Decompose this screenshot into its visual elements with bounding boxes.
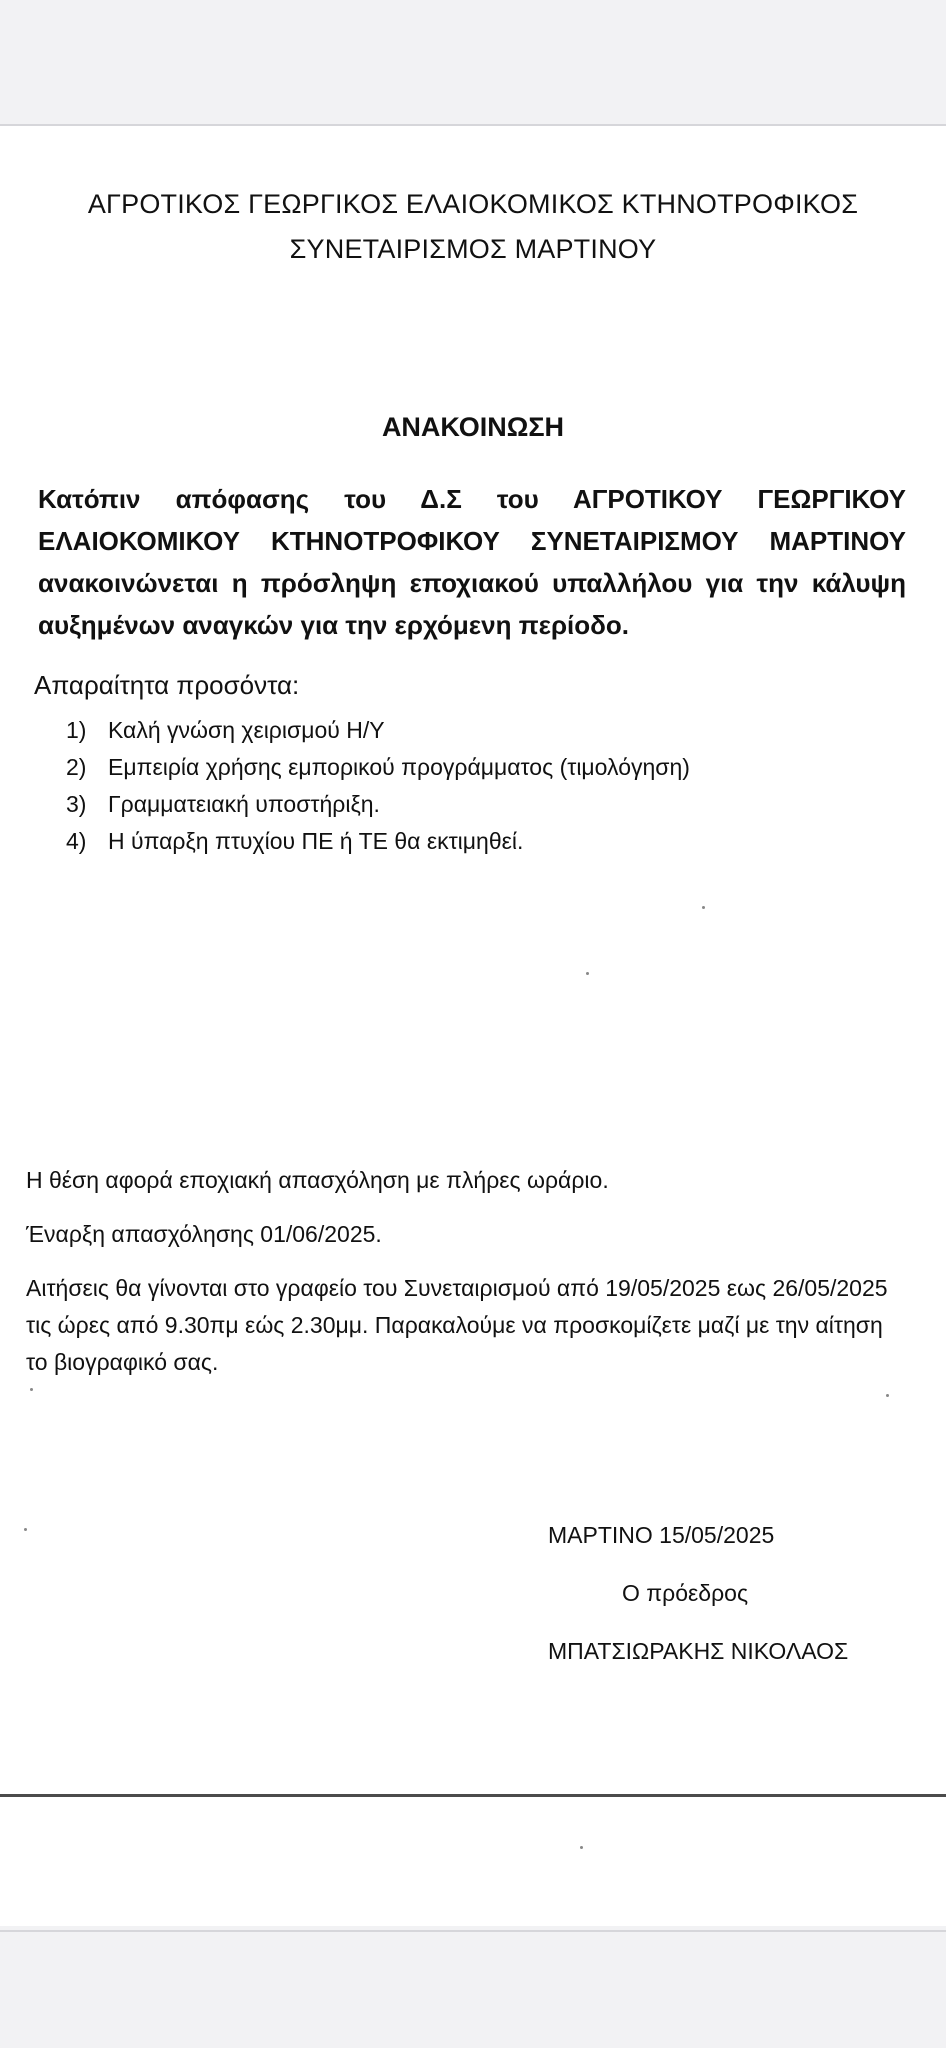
- start-date: Έναρξη απασχόλησης 01/06/2025.: [26, 1221, 382, 1247]
- scan-edge-line: [0, 1794, 946, 1797]
- list-item-text: Γραμματειακή υποστήριξη.: [108, 791, 380, 817]
- list-item-number: 4): [66, 828, 87, 854]
- scan-speck: [702, 906, 705, 909]
- list-item-text: Η ύπαρξη πτυχίου ΠΕ ή ΤΕ θα εκτιμηθεί.: [108, 828, 524, 854]
- list-item-number: 1): [66, 717, 87, 743]
- position-note: Η θέση αφορά εποχιακή απασχόληση με πλήρες ωράριο.: [26, 1167, 609, 1193]
- organization-title-line: ΣΥΝΕΤΑΙΡΙΣΜΟΣ ΜΑΡΤΙΝΟΥ: [289, 234, 657, 264]
- list-item-text: Εμπειρία χρήσης εμπορικού προγράμματος (τιμολόγηση): [108, 754, 690, 780]
- organization-title: [40, 182, 906, 272]
- viewer-top-bar: [0, 0, 946, 126]
- viewer-bottom-bar: [0, 1930, 946, 2048]
- intro-paragraph: Κατόπιν απόφασης του Δ.Σ του ΑΓΡΟΤΙΚΟΥ ΓΕΩΡΓΙΚΟΥ ΕΛΑΙΟΚΟΜΙΚΟΥ ΚΤΗΝΟΤΡΟΦΙΚΟΥ ΣΥΝΕΤΑΙΡΙΣΜΟΥ ΜΑΡΤΙΝΟΥ ανακοινώνεται η πρόσληψη εποχιακού υπαλλήλου για την κάλυψη αυξημένων αναγκών για την ερχόμενη περίοδο.: [38, 484, 906, 640]
- scan-speck: [24, 1528, 27, 1531]
- list-item: [66, 749, 886, 786]
- list-item: [66, 823, 886, 860]
- scan-speck: [580, 1846, 583, 1849]
- organization-title-line: ΑΓΡΟΤΙΚΟΣ ΓΕΩΡΓΙΚΟΣ ΕΛΑΙΟΚΟΜΙΚΟΣ ΚΤΗΝΟΤΡΟΦΙΚΟΣ: [87, 189, 859, 219]
- announcement-heading: ΑΝΑΚΟΙΝΩΣΗ: [381, 412, 565, 442]
- list-item-text: Καλή γνώση χειρισμού Η/Υ: [108, 717, 385, 743]
- requirements-list: [66, 712, 886, 860]
- scan-speck: [30, 1388, 33, 1391]
- scan-speck: [586, 972, 589, 975]
- applications-paragraph: Αιτήσεις θα γίνονται στο γραφείο του Συνεταιρισμού από 19/05/2025 εως 26/05/2025 τις ώρες από 9.30πμ εώς 2.30μμ. Παρακαλούμε να προσκομίζετε μαζί με την αίτηση το βιογραφικό σας.: [26, 1275, 888, 1375]
- list-item-number: 2): [66, 754, 87, 780]
- signature-role: Ο πρόεδρος: [622, 1580, 749, 1606]
- requirements-heading: Απαραίτητα προσόντα:: [34, 670, 300, 700]
- list-item: [66, 786, 886, 823]
- list-item: [66, 712, 886, 749]
- signature-name: ΜΠΑΤΣΙΩΡΑΚΗΣ ΝΙΚΟΛΑΟΣ: [548, 1638, 849, 1664]
- list-item-number: 3): [66, 791, 87, 817]
- signature-place-date: ΜΑΡΤΙΝΟ 15/05/2025: [548, 1522, 775, 1548]
- scan-speck: [886, 1394, 889, 1397]
